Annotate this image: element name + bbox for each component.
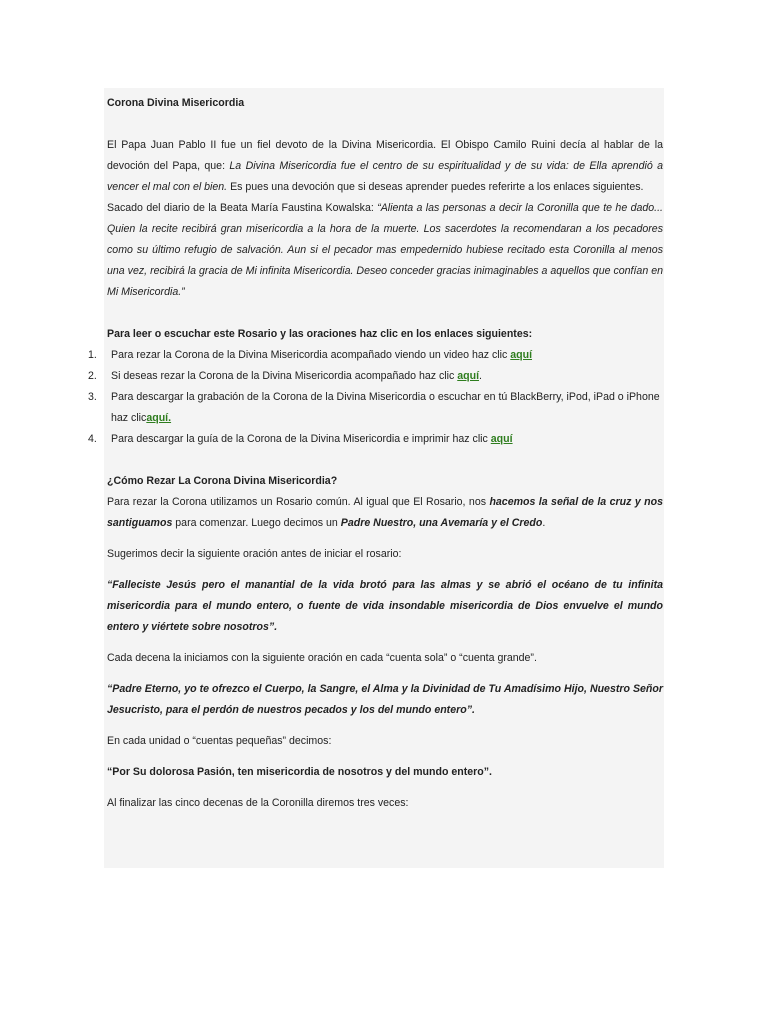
document-title: Corona Divina Misericordia [107, 97, 245, 109]
how-emphasis: hacemos la señal de la cruz y nos santiguamos [107, 496, 663, 529]
video-link[interactable]: aquí [510, 349, 533, 361]
list-item [88, 366, 663, 387]
list-item-text: Si deseas rezar la Corona de la Divina Misericordia acompañado haz clic [111, 370, 458, 382]
how-text-end: . [542, 517, 546, 529]
how-heading: ¿Cómo Rezar La Corona Divina Misericordia? [107, 475, 338, 487]
intro-paragraph-2 [107, 198, 663, 303]
intro-text: El Papa Juan Pablo II fue un fiel devoto de la Divina Misericordia. El Obispo Camilo Ruini decía al hablar de la devoción del Papa, que: [107, 139, 663, 172]
document-content [88, 93, 663, 814]
opening-prayer: “Falleciste Jesús pero el manantial de la vida brotó para las almas y se abrió el océano de tu infinita misericordia para el mundo entero, o fuente de vida insondable misericordia de Dios envuelve el mundo entero y viértete sobre nosotros”. [107, 579, 663, 633]
diary-intro-text: Sacado del diario de la Beata María Faustina Kowalska: [107, 202, 378, 214]
passion-prayer: “Por Su dolorosa Pasión, ten misericordia de nosotros y del mundo entero”. [107, 766, 492, 778]
links-list [88, 345, 663, 450]
eternal-father-prayer: “Padre Eterno, yo te ofrezco el Cuerpo, la Sangre, el Alma y la Divinidad de Tu Amadísimo Hijo, Nuestro Señor Jesucristo, para el perdón de nuestros pecados y los del mundo entero”. [107, 683, 663, 716]
list-number: 1. [88, 349, 97, 361]
list-item-text: Para rezar la Corona de la Divina Misericordia acompañado viendo un video haz clic [111, 349, 511, 361]
list-number: 4. [88, 433, 97, 445]
list-item [88, 429, 663, 450]
intro-quote: La Divina Misericordia fue el centro de su espiritualidad y de su vida: de Ella aprendió a vencer el mal con el bien. [107, 160, 663, 193]
small-beads-paragraph: En cada unidad o “cuentas pequeñas” decimos: [107, 735, 332, 747]
list-number: 2. [88, 370, 97, 382]
list-item-suffix: . [479, 370, 482, 382]
links-heading: Para leer o escuchar este Rosario y las oraciones haz clic en los enlaces siguientes: [107, 328, 533, 340]
diary-quote: “Alienta a las personas a decir la Coronilla que te he dado... Quien la recite recibirá gran misericordia a la hora de la muerte. Los sacerdotes la recomendaran a los pecadores como su último refugio de salvación. Aun si el pecador mas empedernido hubiese recitado esta Coronilla al menos una vez, recibirá la gracia de Mi infinita Misericordia. Deseo conceder gracias inimaginables a aquellos que confían en Mi Misericordia.” [107, 202, 663, 298]
pray-along-link[interactable]: aquí [457, 370, 480, 382]
list-item [88, 387, 663, 429]
decade-paragraph: Cada decena la iniciamos con la siguiente oración en cada “cuenta sola” o “cuenta grande”. [107, 652, 537, 664]
list-item-text: Para descargar la guía de la Corona de la Divina Misericordia e imprimir haz clic [111, 433, 491, 445]
how-paragraph [107, 492, 663, 534]
intro-paragraph-1 [107, 135, 663, 198]
how-text-2: para comenzar. Luego decimos un [172, 517, 341, 529]
download-recording-link[interactable]: aquí. [146, 412, 172, 424]
how-emphasis-2: Padre Nuestro, una Avemaría y el Credo [340, 517, 543, 529]
suggest-paragraph: Sugerimos decir la siguiente oración antes de iniciar el rosario: [107, 548, 402, 560]
list-item-text: Para descargar la grabación de la Corona de la Divina Misericordia o escuchar en tú BlackBerry, iPod, iPad o iPhone haz clic [111, 391, 660, 424]
list-item [88, 345, 663, 366]
download-guide-link[interactable]: aquí [490, 433, 513, 445]
how-text: Para rezar la Corona utilizamos un Rosario común. Al igual que El Rosario, nos [107, 496, 490, 508]
list-number: 3. [88, 391, 97, 403]
final-paragraph: Al finalizar las cinco decenas de la Coronilla diremos tres veces: [107, 797, 409, 809]
intro-text-end: Es pues una devoción que si deseas aprender puedes referirte a los enlaces siguientes. [227, 181, 644, 193]
